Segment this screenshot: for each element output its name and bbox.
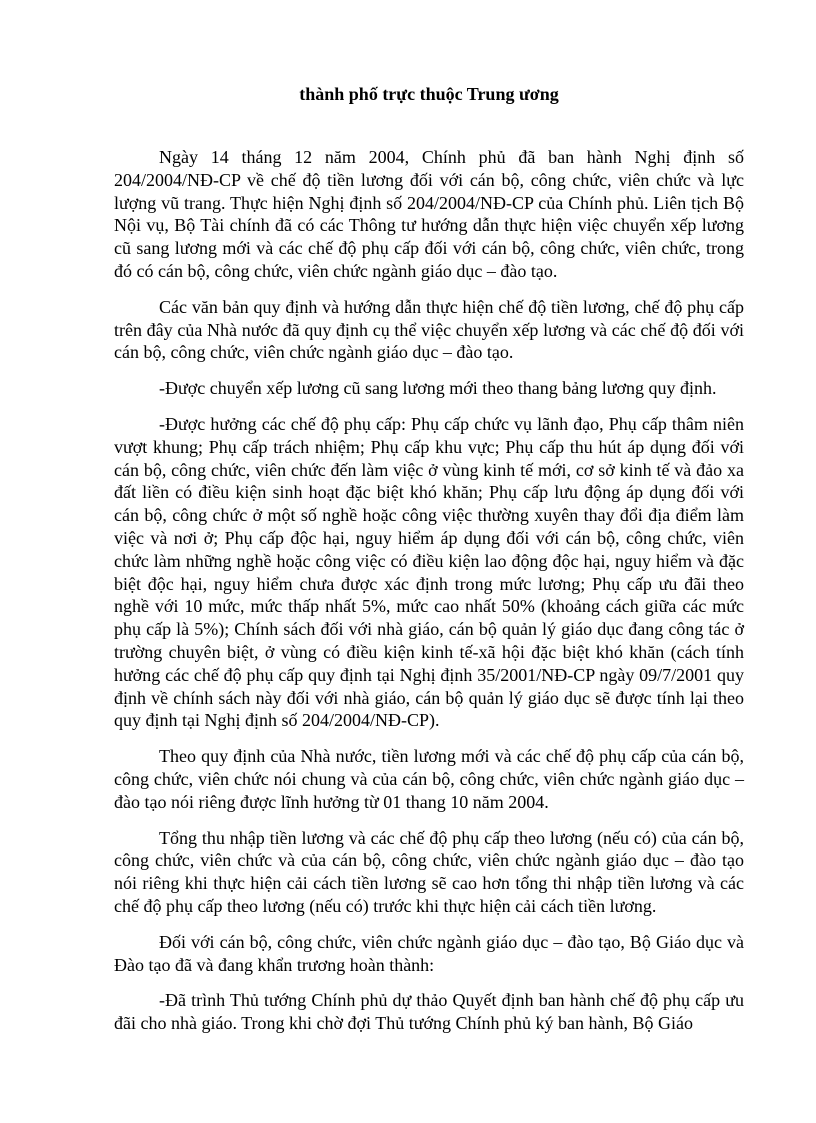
document-title: thành phố trực thuộc Trung ương (299, 84, 559, 104)
paragraph: Đối với cán bộ, công chức, viên chức ngành giáo dục – đào tạo, Bộ Giáo dục và Đào tạo đã và đang khẩn trương hoàn thành: (114, 931, 744, 975)
paragraph: -Được hưởng các chế độ phụ cấp: Phụ cấp chức vụ lãnh đạo, Phụ cấp thâm niên vượt khung; Phụ cấp trách nhiệm; Phụ cấp khu vực; Phụ cấp thu hút áp dụng đối với cán bộ, công chức, viên chức đến làm việc ở vùng kinh tế mới, cơ sở kinh tế và đảo xa đất liền có điều kiện sinh hoạt đặc biệt khó khăn; Phụ cấp lưu động áp dụng đối với cán bộ, công chức ở một số nghề hoặc công việc thường xuyên thay đổi địa điểm làm việc và nơi ở; Phụ cấp độc hại, nguy hiểm áp dụng đối với cán bộ, công chức, viên chức làm những nghề hoặc công việc có điều kiện lao động độc hại, nguy hiểm và đặc biệt độc hại, nguy hiểm chưa được xác định trong mức lương; Phụ cấp ưu đãi theo nghề với 10 mức, mức thấp nhất 5%, mức cao nhất 50% (khoảng cách giữa các mức phụ cấp là 5%); Chính sách đối với nhà giáo, cán bộ quản lý giáo dục đang công tác ở trường chuyên biệt, ở vùng có điều kiện kinh tế-xã hội đặc biệt khó khăn (cách tính hưởng các chế độ phụ cấp quy định tại Nghị định 35/2001/NĐ-CP ngày 09/7/2001 quy định về chính sách này đối với nhà giáo, cán bộ quản lý giáo dục sẽ được tính lại theo quy định tại Nghị định số 204/2004/NĐ-CP). (114, 413, 744, 731)
paragraph: Tổng thu nhập tiền lương và các chế độ phụ cấp theo lương (nếu có) của cán bộ, công chức, viên chức và của cán bộ, công chức, viên chức ngành giáo dục – đào tạo nói riêng khi thực hiện cải cách tiền lương sẽ cao hơn tổng thi nhập tiền lương và các chế độ phụ cấp theo lương (nếu có) trước khi thực hiện cải cách tiền lương. (114, 827, 744, 916)
paragraph: Ngày 14 tháng 12 năm 2004, Chính phủ đã ban hành Nghị định số 204/2004/NĐ-CP về chế độ tiền lương đối với cán bộ, công chức, viên chức và lực lượng vũ trang. Thực hiện Nghị định số 204/2004/NĐ-CP của Chính phủ. Liên tịch Bộ Nội vụ, Bộ Tài chính đã có các Thông tư hướng dẫn thực hiện việc chuyển xếp lương cũ sang lương mới và các chế độ phụ cấp đối với cán bộ, công chức, viên chức, trong đó có cán bộ, công chức, viên chức ngành giáo dục – đào tạo. (114, 147, 744, 281)
paragraph: Theo quy định của Nhà nước, tiền lương mới và các chế độ phụ cấp của cán bộ, công chức, viên chức nói chung và của cán bộ, công chức, viên chức ngành giáo dục – đào tạo nói riêng được lĩnh hưởng từ 01 thang 10 năm 2004. (114, 746, 744, 812)
document-body (114, 146, 744, 1048)
paragraph: Các văn bản quy định và hướng dẫn thực hiện chế độ tiền lương, chế độ phụ cấp trên đây của Nhà nước đã quy định cụ thể việc chuyển xếp lương và các chế độ đối với cán bộ, công chức, viên chức ngành giáo dục – đào tạo. (114, 296, 744, 363)
paragraph: -Được chuyển xếp lương cũ sang lương mới theo thang bảng lương quy định. (159, 378, 717, 399)
paragraph: -Đã trình Thủ tướng Chính phủ dự thảo Quyết định ban hành chế độ phụ cấp ưu đãi cho nhà giáo. Trong khi chờ đợi Thủ tướng Chính phủ ký ban hành, Bộ Giáo (114, 990, 744, 1034)
